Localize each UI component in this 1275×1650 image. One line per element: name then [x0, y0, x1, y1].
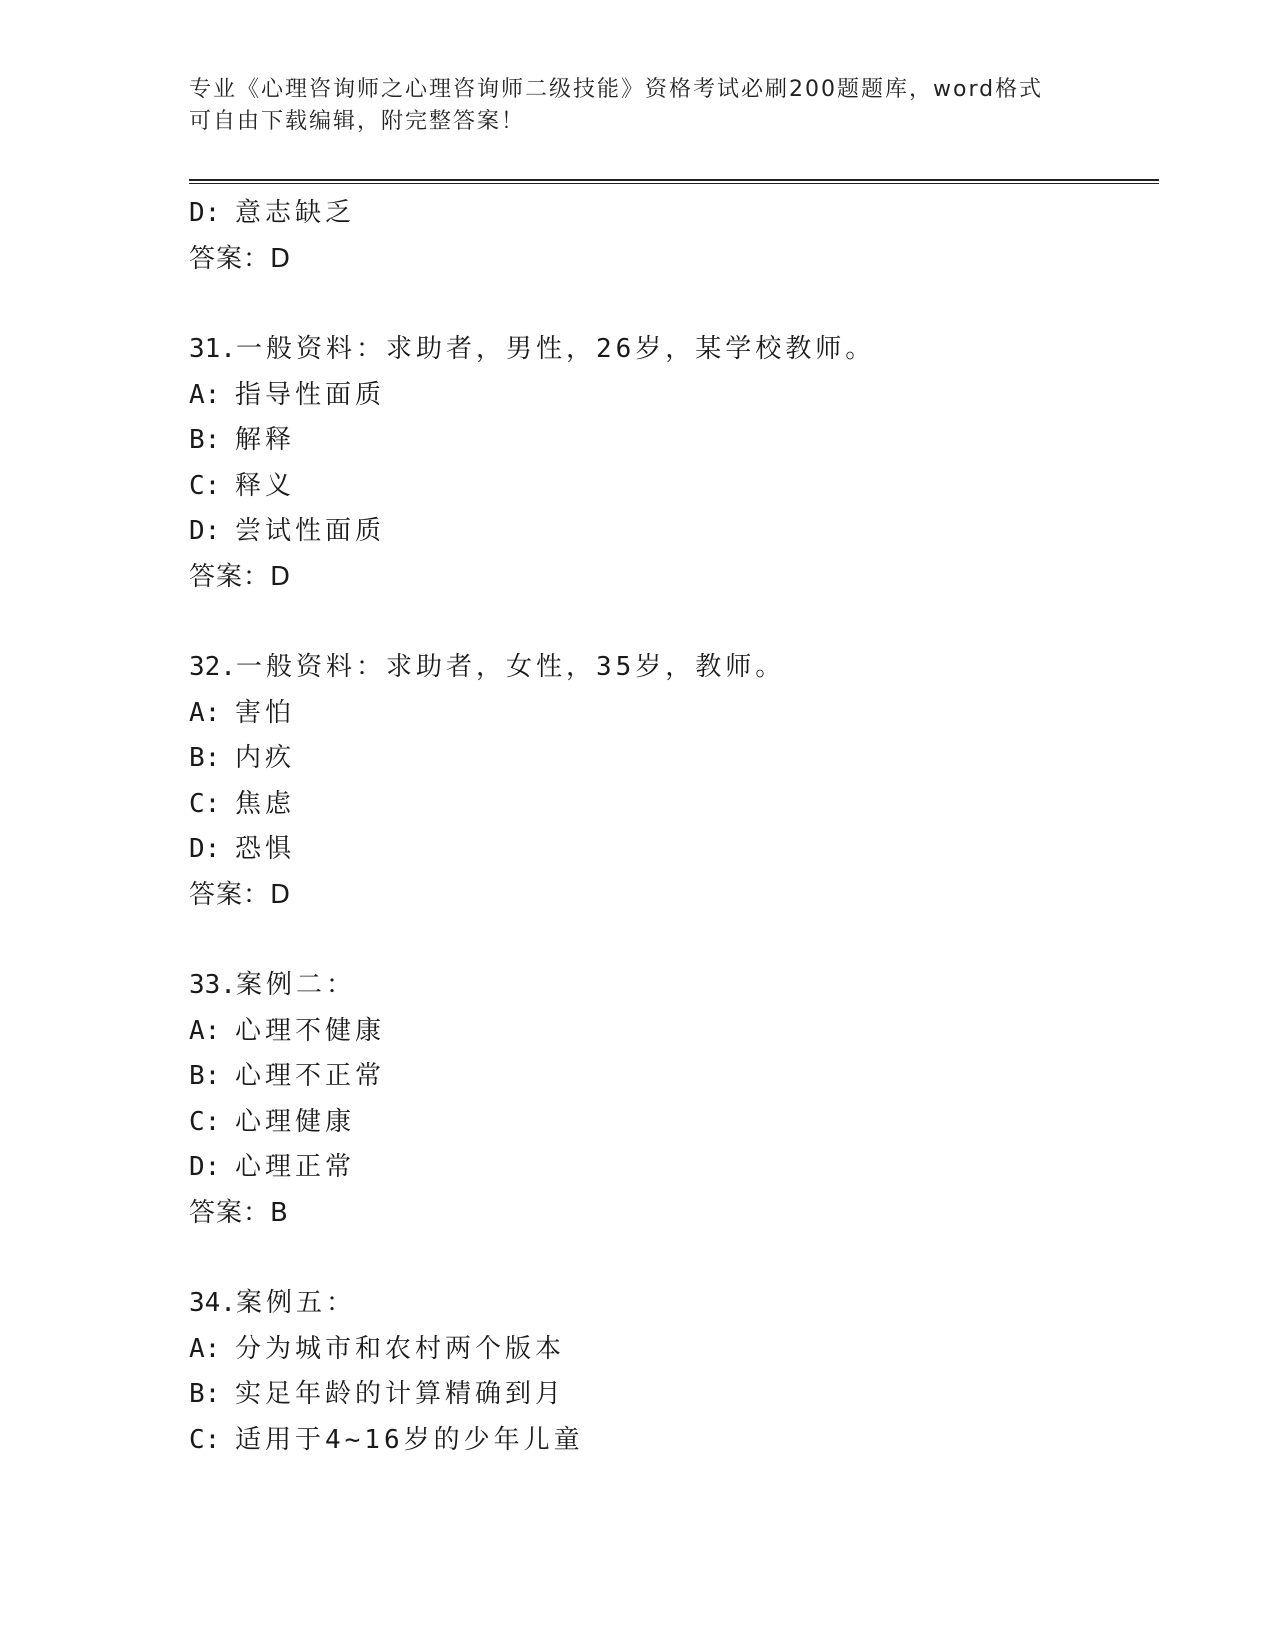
option-key: B:: [189, 743, 221, 773]
option-key: A:: [189, 379, 221, 410]
question-text: 案例五：: [235, 1288, 356, 1318]
option-d: [189, 827, 1169, 873]
option-key: D:: [189, 834, 221, 864]
question-list: [189, 191, 1169, 1463]
option-b: [189, 1054, 1169, 1100]
option-b: [189, 418, 1169, 464]
answer-line: [189, 873, 1169, 919]
header-divider: [189, 179, 1159, 184]
option-text: 实足年龄的计算精确到月: [235, 1379, 566, 1409]
question-stem: [189, 327, 1169, 373]
option-text: 心理正常: [235, 1152, 356, 1182]
option-key: C:: [189, 470, 221, 501]
option-a: [189, 373, 1169, 419]
option-key: B:: [189, 425, 221, 455]
option-text: 内疚: [235, 743, 296, 773]
option-text: 适用于4~16岁的少年儿童: [235, 1424, 584, 1455]
answer-line: [189, 237, 1169, 283]
option-c: [189, 782, 1169, 828]
option-text: 意志缺乏: [235, 198, 356, 228]
option-text: 害怕: [235, 697, 296, 728]
option-c: [189, 1100, 1169, 1146]
question-text: 一般资料：求助者，女性，35岁，教师。: [235, 652, 786, 682]
answer-label: 答案：: [189, 561, 271, 592]
option-b: [189, 736, 1169, 782]
answer-label: 答案：: [189, 243, 271, 274]
option-key: D:: [189, 1152, 221, 1182]
question-number: 31.: [189, 334, 236, 364]
option-text: 释义: [235, 470, 296, 501]
question-number: 34.: [189, 1288, 236, 1318]
question-number: 32.: [189, 652, 236, 682]
option-a: [189, 1327, 1169, 1373]
question-stem: [189, 645, 1169, 691]
question-stem: [189, 1281, 1169, 1327]
option-c: [189, 1418, 1169, 1464]
option-a: [189, 1009, 1169, 1055]
option-c: [189, 464, 1169, 510]
option-key: D:: [189, 516, 221, 546]
question-text: 一般资料：求助者，男性，26岁，某学校教师。: [235, 334, 876, 364]
option-text: 心理不正常: [235, 1061, 386, 1091]
answer-label: 答案：: [189, 1197, 271, 1228]
option-key: B:: [189, 1061, 221, 1091]
option-text: 指导性面质: [235, 379, 386, 410]
option-text: 恐惧: [235, 834, 296, 864]
option-key: A:: [189, 1333, 221, 1364]
option-key: C:: [189, 1106, 221, 1137]
answer-value: D: [270, 243, 292, 274]
option-d: [189, 509, 1169, 555]
answer-label: 答案：: [189, 879, 271, 910]
question-stem: [189, 963, 1169, 1009]
header-line-2: 可自由下载编辑，附完整答案！: [189, 109, 526, 134]
option-text: 分为城市和农村两个版本: [235, 1333, 566, 1364]
option-b: [189, 1372, 1169, 1418]
question-text: 案例二：: [235, 970, 356, 1000]
answer-line: [189, 1191, 1169, 1237]
option-text: 尝试性面质: [235, 516, 386, 546]
answer-value: D: [270, 879, 292, 910]
option-text: 心理健康: [235, 1106, 356, 1137]
option-key: C:: [189, 1424, 221, 1455]
option-key: D:: [189, 198, 221, 228]
option-d: [189, 1145, 1169, 1191]
option-text: 心理不健康: [235, 1015, 386, 1046]
option-a: [189, 691, 1169, 737]
option-text: 焦虑: [235, 788, 296, 819]
document-header: [189, 74, 1069, 138]
option-key: A:: [189, 1015, 221, 1046]
option-d: [189, 191, 1169, 237]
option-key: C:: [189, 788, 221, 819]
answer-value: D: [270, 561, 292, 592]
answer-value: B: [270, 1197, 289, 1228]
answer-line: [189, 555, 1169, 601]
option-key: A:: [189, 697, 221, 728]
option-key: B:: [189, 1379, 221, 1409]
header-line-1: 专业《心理咨询师之心理咨询师二级技能》资格考试必刷200题题库，word格式: [189, 77, 1044, 102]
question-number: 33.: [189, 970, 236, 1000]
option-text: 解释: [235, 425, 296, 455]
